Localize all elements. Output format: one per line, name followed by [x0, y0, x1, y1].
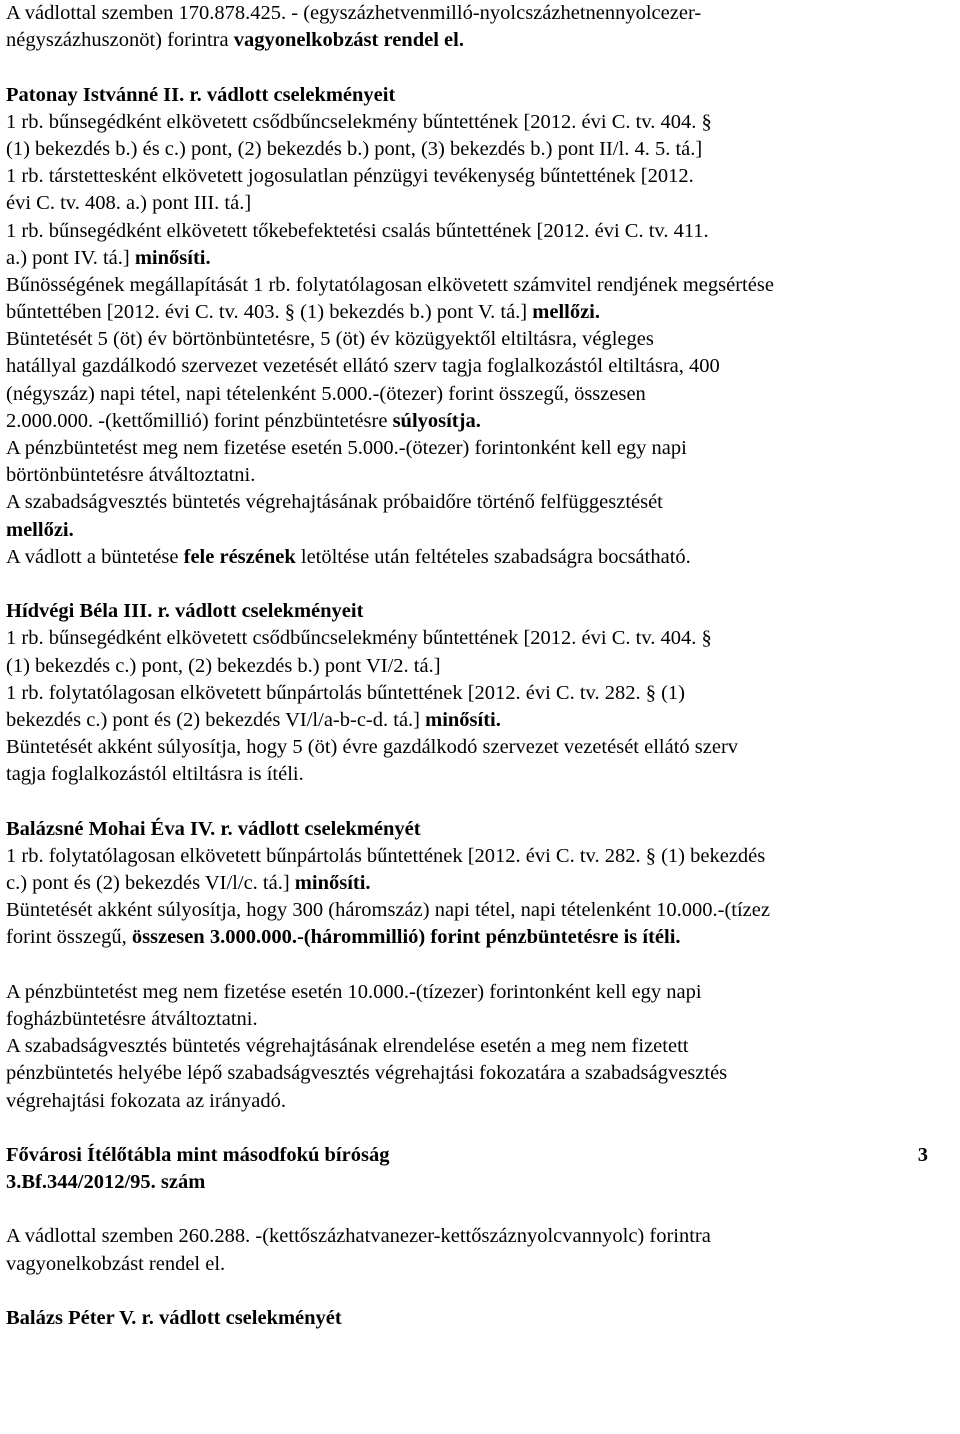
- text-run: (négyszáz) napi tétel, napi tételenként 5.000.-(ötezer) forint összegű, összesen: [6, 382, 646, 405]
- text-run: a.) pont IV. tá.]: [6, 246, 135, 269]
- text-run: végrehajtási fokozata az irányadó.: [6, 1089, 287, 1112]
- text-line: [6, 1088, 954, 1115]
- text-line: [6, 979, 954, 1006]
- text-run: Büntetését 5 (öt) év börtönbüntetésre, 5 (öt) év közügyektől eltiltásra, végleges: [6, 328, 654, 351]
- text-line: [6, 0, 954, 27]
- bold-text-run: Hídvégi Béla III. r. vádlott cselekményeit: [6, 600, 364, 623]
- text-line: [6, 299, 954, 326]
- text-run: vagyonelkobzást rendel el.: [6, 1252, 226, 1275]
- text-line: [6, 1223, 954, 1250]
- text-line: [6, 381, 954, 408]
- text-line: [6, 707, 954, 734]
- text-run: 1 rb. folytatólagosan elkövetett bűnpártolás bűntettének [2012. évi C. tv. 282. § (1) bekezdés: [6, 844, 766, 867]
- text-line: [6, 245, 954, 272]
- text-run: 1 rb. bűnsegédként elkövetett csődbűncselekmény bűntettének [2012. évi C. tv. 404. §: [6, 110, 712, 133]
- text-run: pénzbüntetés helyébe lépő szabadságvesztés végrehajtási fokozatára a szabadságvesztés: [6, 1062, 728, 1085]
- bold-text-run: minősíti.: [294, 872, 371, 894]
- text-line: [6, 353, 954, 380]
- text-run: A vádlott a büntetése: [6, 545, 184, 568]
- text-line: [6, 598, 954, 625]
- text-line: [6, 544, 954, 571]
- text-line: [6, 897, 954, 924]
- text-run: c.) pont és (2) bekezdés VI/l/c. tá.]: [6, 872, 295, 894]
- text-line: [6, 761, 954, 788]
- text-run: A pénzbüntetést meg nem fizetése esetén 10.000.-(tízezer) forintonként kell egy napi: [6, 980, 702, 1003]
- text-run: A pénzbüntetést meg nem fizetése esetén 5.000.-(ötezer) forintonként kell egy napi: [6, 437, 687, 459]
- bold-text-run: Balázs Péter V. r. vádlott cselekményét: [6, 1307, 342, 1329]
- text-run: börtönbüntetésre átváltoztatni.: [6, 464, 256, 487]
- text-line: [6, 517, 954, 544]
- text-line: [6, 27, 954, 54]
- bold-text-run: vagyonelkobzást rendel el.: [233, 29, 464, 52]
- text-line: [6, 163, 954, 190]
- text-line: [6, 680, 954, 707]
- text-run: (1) bekezdés b.) és c.) pont, (2) bekezdés b.) pont, (3) bekezdés b.) pont II/l. 4. 5. tá.]: [6, 137, 703, 160]
- text-run: 1 rb. bűnsegédként elkövetett csődbűncselekmény bűntettének [2012. évi C. tv. 404. §: [6, 627, 712, 650]
- text-run: A szabadságvesztés büntetés végrehajtásának elrendelése esetén a meg nem fizetett: [6, 1035, 689, 1058]
- paragraph-gap: [6, 788, 954, 815]
- text-line: [6, 326, 954, 353]
- text-line: [6, 408, 954, 435]
- text-run: 2.000.000. -(kettőmillió) forint pénzbüntetésre: [6, 409, 393, 432]
- bold-text-run: Patonay Istvánné II. r. vádlott cselekményeit: [6, 83, 396, 106]
- text-line: [6, 82, 954, 109]
- text-run: Büntetését akként súlyosítja, hogy 300 (háromszáz) napi tétel, napi tételenként 10.000.-(tízez: [6, 899, 770, 922]
- text-run: négyszázhuszonöt) forintra: [6, 29, 234, 52]
- text-run: 1 rb. társtettesként elkövetett jogosulatlan pénzügyi tevékenység bűntettének [2012.: [6, 165, 694, 188]
- text-run: Bűnösségének megállapítását 1 rb. folytatólagosan elkövetett számvitel rendjének megsértése: [6, 273, 774, 296]
- text-run: 1 rb. folytatólagosan elkövetett bűnpártolás bűntettének [2012. évi C. tv. 282. § (1): [6, 681, 686, 704]
- text-line: [6, 625, 954, 652]
- text-line: [6, 1006, 954, 1033]
- bold-text-run: súlyosítja.: [392, 409, 481, 432]
- text-line: [6, 1169, 954, 1196]
- text-line: [6, 136, 954, 163]
- paragraph-gap: [6, 1278, 954, 1305]
- text-line: [6, 218, 954, 245]
- court-name: Fővárosi Ítélőtábla mint másodfokú bíróság: [6, 1143, 390, 1166]
- paragraph-gap: [6, 54, 954, 81]
- text-run: 1 rb. bűnsegédként elkövetett tőkebefektetési csalás bűntettének [2012. évi C. tv. 411.: [6, 219, 709, 242]
- text-run: (1) bekezdés c.) pont, (2) bekezdés b.) pont VI/2. tá.]: [6, 654, 441, 677]
- bold-text-run: minősíti.: [425, 708, 501, 731]
- text-line: [6, 489, 954, 516]
- text-line: [6, 843, 954, 870]
- text-line: [6, 109, 954, 136]
- text-line: [6, 462, 954, 489]
- bold-text-run: mellőzi.: [6, 518, 74, 541]
- text-run: A vádlottal szemben 260.288. -(kettőszázhatvanezer-kettőszáznyolcvannyolc) forintra: [6, 1225, 711, 1248]
- text-line: [6, 924, 954, 951]
- bold-text-run: összesen 3.000.000.-(hárommillió) forint pénzbüntetésre is ítéli.: [131, 926, 681, 949]
- text-line: [6, 734, 954, 761]
- text-line: [6, 1251, 954, 1278]
- bold-text-run: Balázsné Mohai Éva IV. r. vádlott cselekményét: [6, 817, 421, 840]
- text-run: forint összegű,: [6, 926, 132, 949]
- text-run: bekezdés c.) pont és (2) bekezdés VI/l/a-b-c-d. tá.]: [6, 708, 426, 731]
- text-run: bűntettében [2012. évi C. tv. 403. § (1) bekezdés b.) pont V. tá.]: [6, 301, 533, 324]
- paragraph-gap: [6, 952, 954, 979]
- text-line: [6, 1305, 954, 1332]
- text-run: A szabadságvesztés büntetés végrehajtásának próbaidőre történő felfüggesztését: [6, 491, 663, 514]
- text-run: letöltése után feltételes szabadságra bocsátható.: [295, 545, 691, 568]
- text-run: A vádlottal szemben 170.878.425. - (egyszázhetvenmilló-nyolcszázhetnennyolcezer-: [6, 2, 702, 24]
- text-line: [6, 435, 954, 462]
- page-header: [6, 1142, 954, 1169]
- paragraph-gap: [6, 1196, 954, 1223]
- bold-text-run: 3.Bf.344/2012/95. szám: [6, 1171, 206, 1194]
- page-number: 3: [917, 1143, 928, 1166]
- paragraph-gap: [6, 571, 954, 598]
- text-line: [6, 816, 954, 843]
- text-line: [6, 1060, 954, 1087]
- text-run: évi C. tv. 408. a.) pont III. tá.]: [6, 192, 252, 215]
- text-line: [6, 1033, 954, 1060]
- text-run: fogházbüntetésre átváltoztatni.: [6, 1007, 258, 1030]
- text-line: [6, 190, 954, 217]
- text-run: tagja foglalkozástól eltiltásra is ítéli.: [6, 763, 304, 786]
- bold-text-run: mellőzi.: [532, 301, 601, 324]
- paragraph-gap: [6, 1115, 954, 1142]
- text-run: Büntetését akként súlyosítja, hogy 5 (öt) évre gazdálkodó szervezet vezetését ellátó szerv: [6, 736, 739, 759]
- bold-text-run: fele részének: [183, 545, 296, 568]
- text-line: [6, 272, 954, 299]
- text-run: hatállyal gazdálkodó szervezet vezetését ellátó szerv tagja foglalkozástól eltiltásra, 400: [6, 355, 720, 378]
- text-line: [6, 870, 954, 897]
- bold-text-run: minősíti.: [134, 246, 211, 269]
- text-line: [6, 653, 954, 680]
